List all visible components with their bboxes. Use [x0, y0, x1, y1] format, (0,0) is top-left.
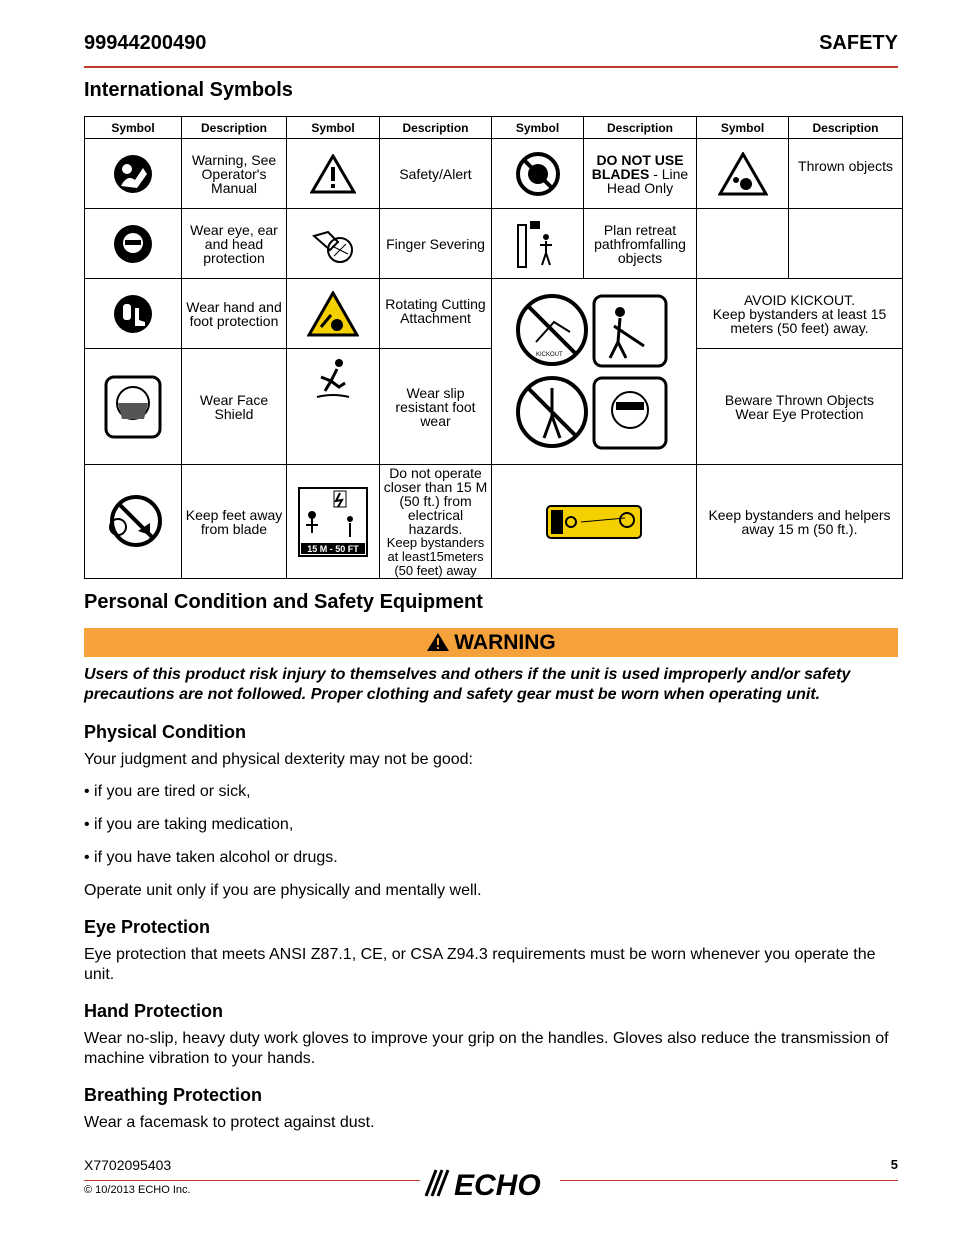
warning-triangle-icon	[426, 632, 450, 652]
physical-condition-heading: Physical Condition	[84, 722, 247, 742]
section-title: SAFETY	[819, 32, 898, 54]
kickout-text: Keep bystanders at least 15 meters (50 feet) away.	[712, 305, 887, 336]
symbol-cell	[85, 279, 182, 349]
physical-outro: Operate unit only if you are physically and mentally well.	[84, 882, 482, 899]
symbol-cell	[287, 209, 380, 279]
table-row	[85, 209, 903, 279]
breathing-protection-body: Wear a facemask to protect against dust.	[84, 1114, 375, 1131]
thrown-objects-description	[697, 349, 903, 465]
symbol-cell	[287, 465, 380, 579]
copyright: © 10/2013 ECHO Inc.	[84, 1184, 191, 1196]
distance-sign-label: 15 M - 50 FT	[307, 543, 359, 554]
description-cell: Wear hand and foot protection	[182, 279, 287, 349]
read-manual-icon	[113, 154, 153, 194]
kickout-small-label: KICKOUT	[536, 351, 563, 358]
symbol-cell	[287, 279, 380, 349]
symbol-cell	[287, 139, 380, 209]
description-cell	[380, 465, 492, 579]
breathing-protection-heading: Breathing Protection	[84, 1085, 263, 1105]
echo-logo	[420, 1166, 560, 1200]
physical-intro: Your judgment and physical dexterity may not be good:	[84, 751, 473, 768]
description-cell: Finger Severing	[380, 209, 492, 279]
col-header: Description	[584, 117, 697, 139]
col-header: Description	[380, 117, 492, 139]
electrical-hazard-text: Do not operate closer than 15 M (50 ft.) from electrical hazards.	[383, 464, 488, 537]
warning-label: WARNING	[454, 631, 556, 654]
description-cell: Warning, See Operator's Manual	[182, 139, 287, 209]
kickout-title: AVOID KICKOUT.	[744, 291, 855, 308]
description-cell: Plan retreat pathfromfalling objects	[584, 209, 697, 279]
symbol-cell	[492, 209, 584, 279]
hand-protection-body: Wear no-slip, heavy duty work gloves to improve your grip on the handles. Gloves also reduce the transmission of machine vibration to your hands.	[84, 1030, 889, 1067]
symbol-cell	[492, 465, 697, 579]
echo-logo-mark	[420, 1166, 560, 1200]
page-number: 5	[890, 1157, 898, 1172]
keep-feet-away-icon	[104, 495, 162, 549]
symbol-cell	[85, 349, 182, 465]
head-protection-icon	[113, 224, 153, 264]
document-code: X7702095403	[84, 1157, 172, 1173]
hand-foot-protection-icon	[113, 294, 153, 334]
table-row	[85, 279, 903, 349]
rotating-attachment-icon	[307, 291, 359, 337]
table-row	[85, 139, 903, 209]
col-header: Symbol	[85, 117, 182, 139]
col-header: Symbol	[492, 117, 584, 139]
col-header: Description	[789, 117, 903, 139]
bullet-item: • if you have taken alcohol or drugs.	[84, 849, 338, 866]
bystanders-text: Keep bystanders at least15meters (50 feet) away	[386, 534, 485, 578]
description-cell: Keep feet away from blade	[182, 465, 287, 579]
symbol-group-cell	[492, 279, 697, 465]
face-shield-icon	[104, 375, 162, 439]
bystanders-decal-icon	[545, 502, 643, 542]
part-number: 99944200490	[84, 32, 207, 54]
no-blades-rest: - Line Head Only	[606, 165, 689, 196]
logo-text: ECHO	[454, 1169, 541, 1200]
safety-alert-icon	[310, 154, 356, 194]
no-blades-bold: DO NOT USE BLADES	[591, 151, 684, 182]
eye-protection-text: Wear Eye Protection	[735, 405, 864, 422]
col-header: Symbol	[287, 117, 380, 139]
retreat-path-icon	[516, 219, 560, 269]
kickout-description	[697, 279, 903, 349]
table-header-row	[85, 117, 903, 139]
page-header	[84, 32, 898, 68]
eye-protection-heading: Eye Protection	[84, 917, 211, 937]
intl-symbols-title: International Symbols	[84, 79, 293, 101]
description-cell	[584, 139, 697, 209]
symbols-table	[84, 116, 903, 579]
eye-protection-body: Eye protection that meets ANSI Z87.1, CE, or CSA Z94.3 requirements must be worn whenever you operate the unit.	[84, 946, 876, 983]
description-cell: Wear eye, ear and head protection	[182, 209, 287, 279]
description-cell	[789, 209, 903, 279]
description-cell: Thrown objects	[789, 139, 903, 209]
symbol-cell	[492, 139, 584, 209]
finger-severing-icon	[310, 224, 356, 264]
symbol-cell	[697, 139, 789, 209]
thrown-title: Beware Thrown Objects	[724, 391, 875, 408]
kickout-thrown-objects-icon	[514, 292, 674, 452]
description-cell: Wear Face Shield	[182, 349, 287, 465]
col-header: Description	[182, 117, 287, 139]
table-row	[85, 465, 903, 579]
description-cell: Rotating Cutting Attachment	[380, 279, 492, 349]
description-cell: Keep bystanders and helpers away 15 m (50 ft.).	[697, 465, 903, 579]
warning-banner	[84, 628, 898, 657]
description-cell: Wear slip resistant foot wear	[380, 349, 492, 465]
symbol-cell	[85, 209, 182, 279]
no-blades-icon	[512, 152, 564, 196]
warning-text: Users of this product risk injury to themselves and others if the unit is used improperly and/or safety precautions are not followed. Proper clothing and safety gear must be worn when operating unit.	[84, 666, 851, 703]
symbol-cell	[287, 349, 380, 465]
thrown-objects-icon	[718, 152, 768, 196]
symbol-cell	[85, 139, 182, 209]
bullet-item: • if you are tired or sick,	[84, 783, 251, 800]
hand-protection-heading: Hand Protection	[84, 1001, 224, 1021]
symbol-cell	[85, 465, 182, 579]
electrical-hazard-sign	[298, 487, 368, 557]
col-header: Symbol	[697, 117, 789, 139]
slip-hazard-icon	[313, 357, 353, 401]
bullet-item: • if you are taking medication,	[84, 816, 294, 833]
description-cell: Safety/Alert	[380, 139, 492, 209]
personal-condition-title: Personal Condition and Safety Equipment	[84, 591, 483, 613]
symbol-cell	[697, 209, 789, 279]
